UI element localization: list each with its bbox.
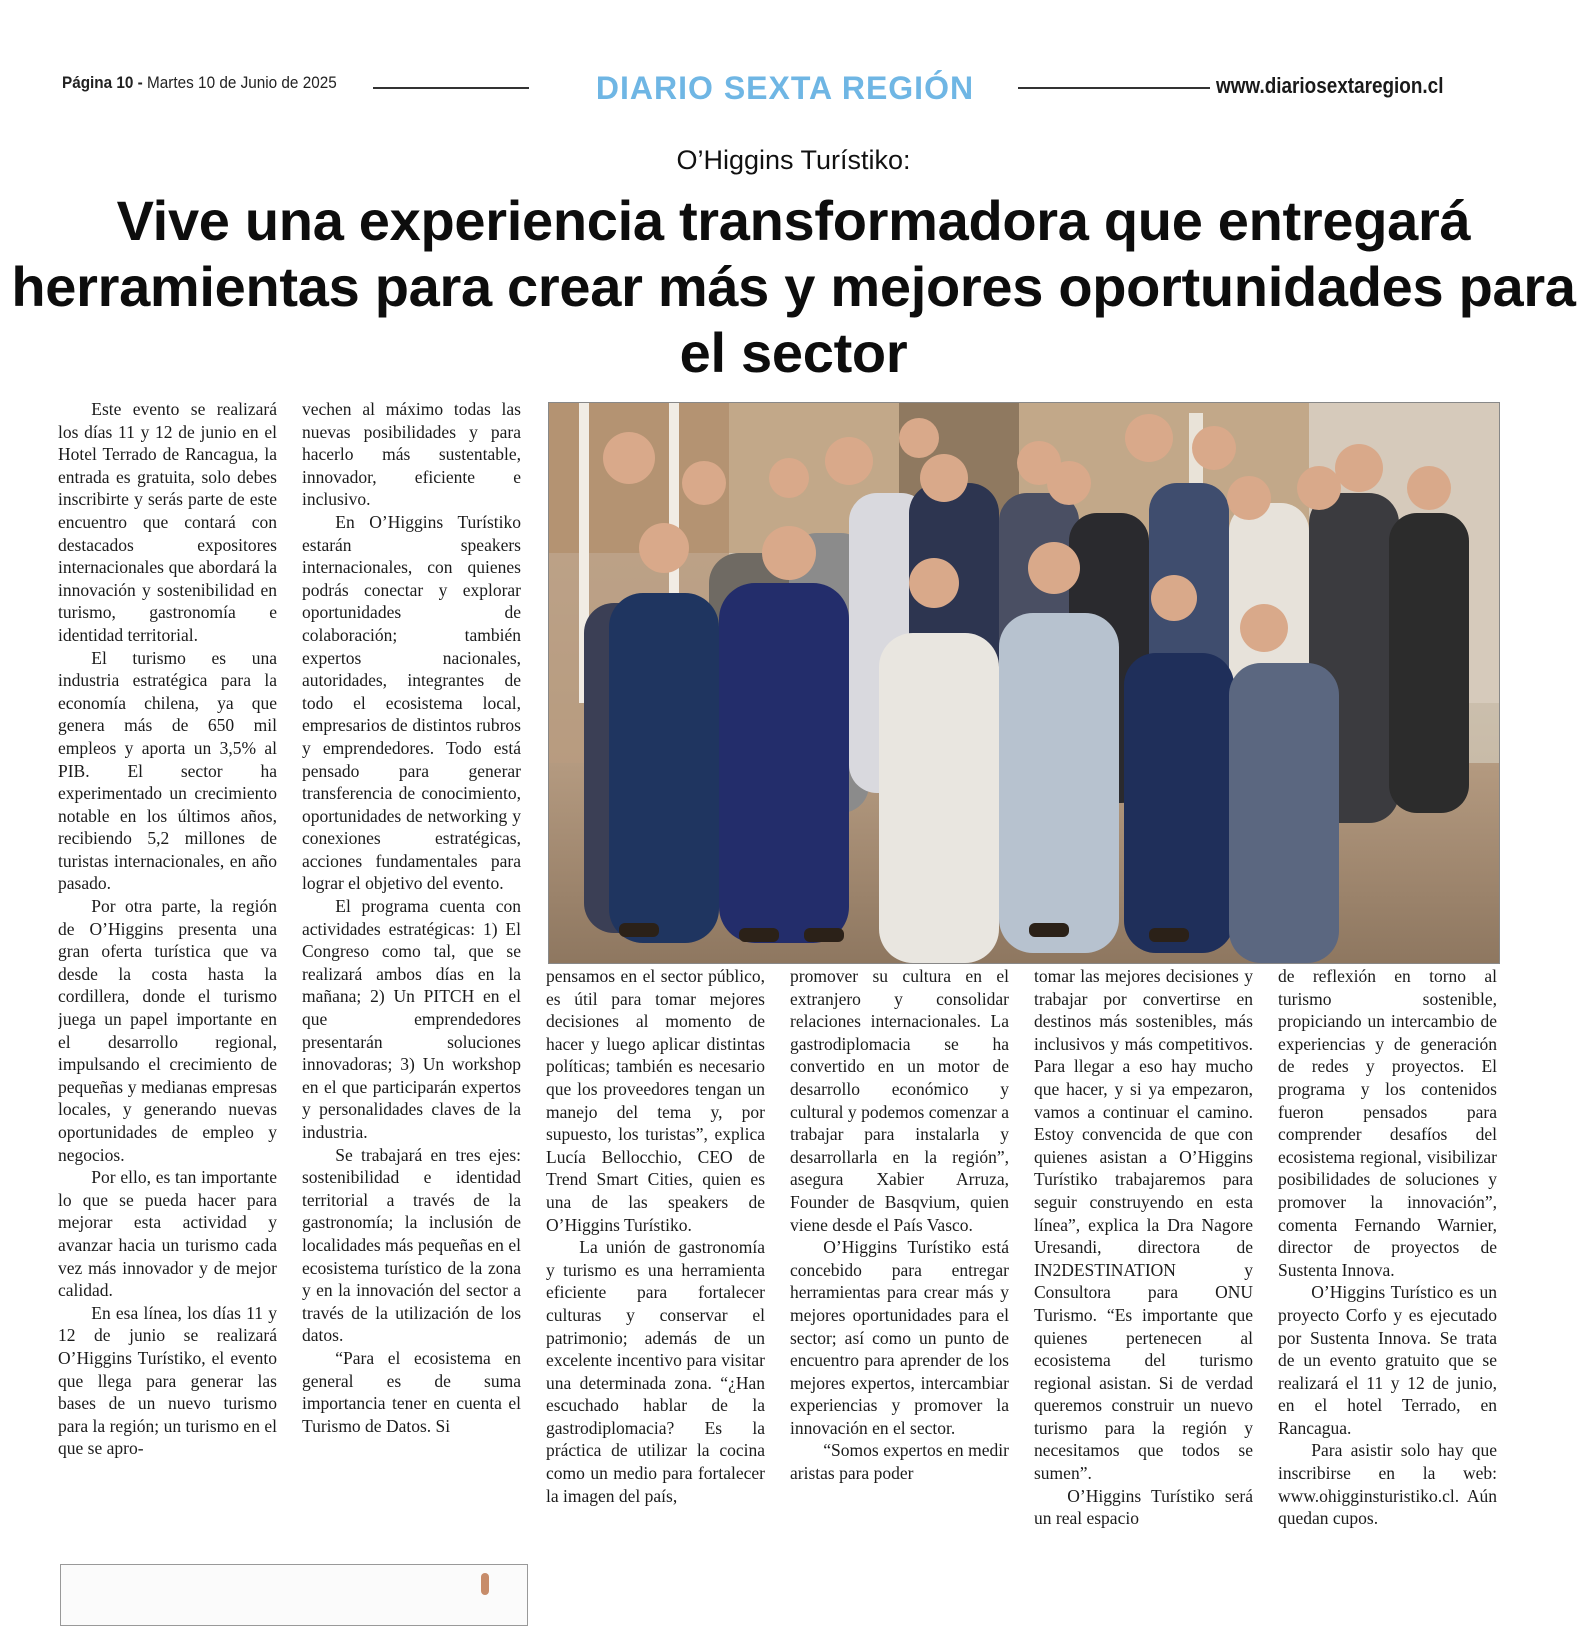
ad-graphic — [481, 1573, 489, 1595]
article-kicker: O’Higgins Turístiko: — [676, 145, 911, 175]
article-headline: Vive una experiencia transformadora que entregará herramientas para crear más y mejores oportunidades para el sector — [11, 189, 1576, 384]
website-link[interactable]: www.diariosextaregion.cl — [1216, 73, 1444, 98]
paragraph: Por otra parte, la región de O’Higgins presenta una gran oferta turística que va desde la costa hasta la cordillera, donde el turismo juega un papel importante en el desarrollo regional, impulsando el crecimiento de pequeñas y medianas empresas locales, y generando nuevas oportunidades de empleo y negocios. — [58, 896, 277, 1165]
paragraph: Por ello, es tan importante lo que se pueda hacer para mejorar esta actividad y avanzar hacia un turismo cada vez más innovador y de mejor calidad. — [58, 1167, 277, 1301]
paragraph: “Para el ecosistema en general es de suma importancia tener en cuenta el Turismo de Datos. Si — [302, 1347, 521, 1436]
article-column-4 — [790, 965, 1009, 1607]
paragraph: Para asistir solo hay que inscribirse en la web: www.ohigginsturistiko.cl. Aún quedan cupos. — [1278, 1440, 1497, 1529]
issue-date: Martes 10 de Junio de 2025 — [147, 73, 337, 92]
group-photo — [548, 402, 1500, 964]
newspaper-name: DIARIO SEXTA REGIÓN — [595, 70, 975, 106]
paragraph: O’Higgins Turístiko está concebido para entregar herramientas para crear más y mejores oportunidades para el sector; así como un punto de encuentro para aprender de los mejores expertos, intercambiar experiencias y promover la innovación en el sector. — [790, 1237, 1009, 1438]
paragraph: La unión de gastronomía y turismo es una herramienta eficiente para fortalecer culturas y conservar el patrimonio; además de un excelente incentivo para visitar una determinada zona. “¿Han escuchado hablar de la gastrodiplomacia? Es la práctica de utilizar la cocina como un medio para fortalecer la imagen del país, — [546, 1237, 765, 1506]
paragraph: “Somos expertos en medir aristas para poder — [790, 1440, 1009, 1484]
paragraph: Se trabajará en tres ejes: sostenibilidad e identidad territorial a través de la gastronomía; la inclusión de localidades más pequeñas en el ecosistema turístico de la zona y en la innovación del sector a través de la utilización de los datos. — [302, 1144, 521, 1346]
article-column-2 — [302, 398, 521, 1520]
article-column-5 — [1034, 965, 1253, 1607]
article-column-1 — [58, 398, 277, 1520]
paragraph: tomar las mejores decisiones y trabajar por convertirse en destinos más sostenibles, más inclusivos y más competitivos. Para llegar a eso hay mucho que hacer, y si ya empezaron, vamos a continuar el camino. Estoy convencida de que con quienes asistan a O’Higgins Turístiko trabajaremos para seguir construyendo en esta línea”, explica la Dra Nagore Uresandi, directora de IN2DESTINATION y Consultora para ONU Turismo. “Es importante que quienes pertenecen al ecosistema del turismo regional asistan. Si de verdad queremos construir un nuevo turismo para la región y necesitamos que todos se sumen”. — [1034, 966, 1253, 1484]
page-info — [62, 73, 350, 93]
article-column-3 — [546, 965, 765, 1607]
page-number: Página 10 - — [62, 73, 143, 92]
people-group — [584, 414, 1469, 963]
masthead-rule-left — [373, 87, 529, 89]
paragraph: de reflexión en torno al turismo sostenible, propiciando un intercambio de experiencias y de generación de redes y proyectos. El programa y los contenidos fueron pensados para comprender desafíos del ecosistema regional, visibilizar posibilidades de soluciones y promover la innovación”, comenta Fernando Warnier, director de proyectos de Sustenta Innova. — [1278, 966, 1497, 1280]
paragraph: vechen al máximo todas las nuevas posibilidades y para hacerlo más sustentable, innovador, eficiente e inclusivo. — [302, 399, 521, 510]
group-photo-illustration — [549, 403, 1499, 963]
paragraph: O’Higgins Turístiko será un real espacio — [1034, 1485, 1253, 1529]
paragraph: En esa línea, los días 11 y 12 de junio se realizará O’Higgins Turístiko, el evento que llega para generar las bases de un nuevo turismo para la región; un turismo en el que se apro- — [58, 1302, 277, 1459]
advertisement-box — [60, 1564, 528, 1626]
paragraph: El programa cuenta con actividades estratégicas: 1) El Congreso como tal, que se realizará ambos días en la mañana; 2) Un PITCH en el que emprendedores presentarán soluciones innovadoras; 3) Un workshop en el que participarán expertos y personalidades claves de la industria. — [302, 896, 521, 1142]
paragraph: O’Higgins Turístico es un proyecto Corfo y es ejecutado por Sustenta Innova. Se trata de un evento gratuito que se realizará el 11 y 12 de junio, en el hotel Terrado, en Rancagua. — [1278, 1282, 1497, 1438]
paragraph: promover su cultura en el extranjero y consolidar relaciones internacionales. La gastrodiplomacia se ha convertido en un motor de desarrollo económico y cultural y podemos comenzar a trabajar para instalarla y desarrollarla en la región”, asegura Xabier Arruza, Founder de Basqvium, quien viene desde el País Vasco. — [790, 966, 1009, 1235]
paragraph: pensamos en el sector público, es útil para tomar mejores decisiones al momento de hacer y luego aplicar distintas políticas; también es necesario que los proveedores tengan un manejo del tema y, por supuesto, los turistas”, explica Lucía Bellocchio, CEO de Trend Smart Cities, quien es una de las speakers de O’Higgins Turístiko. — [546, 966, 765, 1235]
article-column-6 — [1278, 965, 1497, 1607]
masthead-rule-right — [1018, 87, 1210, 89]
paragraph: Este evento se realizará los días 11 y 12 de junio en el Hotel Terrado de Rancagua, la entrada es gratuita, solo debes inscribirte y serás parte de este encuentro que contará con destacados expositores internacionales que abordará la innovación y sostenibilidad en turismo, gastronomía e identidad territorial. — [58, 399, 277, 645]
paragraph: En O’Higgins Turístiko estarán speakers internacionales, con quienes podrás conectar y explorar oportunidades de colaboración; también expertos nacionales, autoridades, integrantes de todo el ecosistema local, empresarios de distintos rubros y emprendedores. Todo está pensado para generar transferencia de conocimiento, oportunidades de networking y conexiones estratégicas, acciones fundamentales para lograr el objetivo del evento. — [302, 511, 521, 894]
paragraph: El turismo es una industria estratégica para la economía chilena, ya que genera más de 650 mil empleos y aporta un 3,5% al PIB. El sector ha experimentado un crecimiento notable en los últimos años, recibiendo 5,2 millones de turistas internacionales, en año pasado. — [58, 647, 277, 894]
